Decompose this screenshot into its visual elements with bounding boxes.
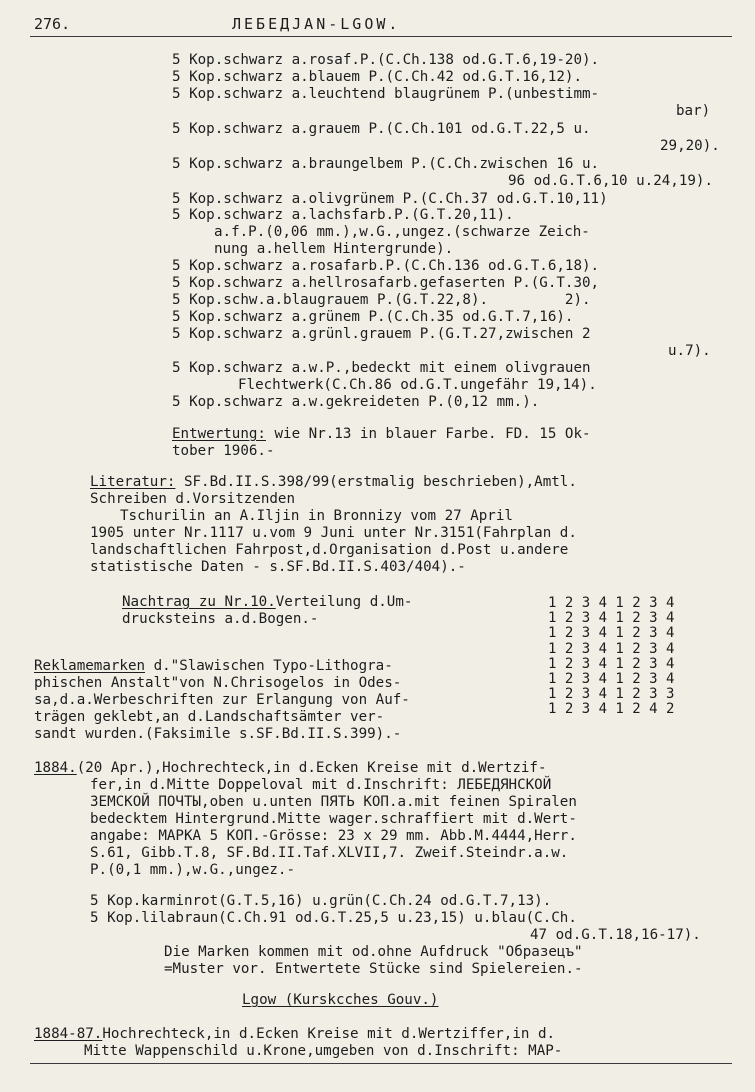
list-item: 29,20). — [660, 138, 720, 154]
grid-row: 1 2 3 4 1 2 3 3 — [548, 686, 675, 703]
grid-row: 1 2 3 4 1 2 3 4 — [548, 595, 675, 611]
list-item: 96 od.G.T.6,10 u.24,19). — [508, 173, 713, 189]
list-item: 5 Kop.schwarz a.grünem P.(C.Ch.35 od.G.T.7,16). — [172, 309, 574, 325]
list-item: 5 Kop.karminrot(G.T.5,16) u.grün(C.Ch.24 od.G.T.7,13). — [90, 893, 552, 909]
issue-1884-line: S.61, Gibb.T.8, SF.Bd.II.Taf.XLVII,7. Zweif.Steindr.a.w. — [90, 845, 569, 861]
literatur-text: SF.Bd.II.S.398/99(erstmalig beschrieben),Amtl. — [175, 474, 577, 490]
issue-1884-line: ЗЕМСКОЙ ПОЧТЫ,oben u.unten ПЯТЬ КОП.a.mit feinen Spiralen — [90, 794, 577, 810]
literatur-line-1 — [90, 474, 577, 491]
reklame-line: phischen Anstalt"von N.Chrisogelos in Odes- — [34, 675, 402, 691]
lgow-line-1 — [34, 1026, 555, 1043]
nachtrag-line-1 — [122, 594, 412, 611]
list-item: 5 Kop.schwarz a.hellrosafarb.gefaserten P.(G.T.30, — [172, 275, 600, 291]
issue-1884-line: P.(0,1 mm.),w.G.,ungez.- — [90, 862, 295, 878]
issue-1884-note: =Muster vor. Entwertete Stücke sind Spielereien.- — [164, 961, 583, 977]
issue-1884-text: (20 Apr.),Hochrechteck,in d.Ecken Kreise mit d.Wertzif- — [76, 760, 547, 776]
reklame-line: sa,d.a.Werbeschriften zur Erlangung von Auf- — [34, 692, 410, 708]
list-item: 5 Kop.schwarz a.rosaf.P.(C.Ch.138 od.G.T.6,19-20). — [172, 52, 600, 68]
list-item: Flechtwerk(C.Ch.86 od.G.T.ungefähr 19,14). — [238, 377, 597, 393]
literatur-line: landschaftlichen Fahrpost,d.Organisation d.Post u.andere — [90, 542, 569, 558]
header-rule — [30, 36, 732, 37]
reklame-line: trägen geklebt,an d.Landschaftsämter ver- — [34, 709, 385, 725]
reklame-text: d."Slawischen Typo-Lithogra- — [145, 658, 393, 674]
literatur-line: Tschurilin an A.Iljin in Bronnizy vom 27 April — [120, 508, 513, 524]
list-item: 5 Kop.schwarz a.w.gekreideten P.(0,12 mm.). — [172, 394, 540, 410]
issue-1884-line: angabe: МАРКА 5 КОП.-Grösse: 23 x 29 mm. Abb.M.4444,Herr. — [90, 828, 577, 844]
list-item: 5 Kop.schwarz a.grünl.grauem P.(G.T.27,zwischen 2 — [172, 326, 591, 342]
distribution-grid — [548, 596, 674, 718]
nachtrag-line-2: drucksteins a.d.Bogen.- — [122, 611, 319, 627]
footer-rule — [30, 1063, 732, 1064]
issue-1884-note: Die Marken kommen mit od.ohne Aufdruck "Образецъ" — [164, 944, 583, 960]
list-item: 5 Kop.schw.a.blaugrauem P.(G.T.22,8). 2). — [172, 292, 591, 308]
reklame-label: Reklamemarken — [34, 658, 146, 674]
issue-1884-line: fer,in d.Mitte Doppeloval mit d.Inschrift: ЛЕБЕДЯНСКОЙ — [90, 777, 552, 793]
list-item: a.f.P.(0,06 mm.),w.G.,ungez.(schwarze Zeich- — [214, 224, 590, 240]
list-item: nung a.hellem Hintergrunde). — [214, 241, 454, 257]
list-item: 5 Kop.schwarz a.blauem P.(C.Ch.42 od.G.T.16,12). — [172, 69, 582, 85]
grid-row: 1 2 3 4 1 2 3 4 — [548, 655, 675, 672]
grid-row: 1 2 3 4 1 2 4 2 — [548, 701, 675, 718]
page-number: 276. — [34, 15, 71, 33]
grid-row: 1 2 3 4 1 2 3 4 — [548, 640, 675, 657]
list-item: 5 Kop.schwarz a.braungelbem P.(C.Ch.zwischen 16 u. — [172, 156, 600, 172]
list-item: 5 Kop.schwarz a.lachsfarb.P.(G.T.20,11). — [172, 207, 514, 223]
literatur-label: Literatur: — [90, 474, 176, 490]
list-item: 5 Kop.schwarz a.rosafarb.P.(C.Ch.136 od.G.T.6,18). — [172, 258, 600, 274]
list-item: 5 Kop.schwarz a.w.P.,bedeckt mit einem olivgrauen — [172, 360, 591, 376]
issue-1884-line: bedecktem Hintergrund.Mitte wager.schraffiert mit d.Wert- — [90, 811, 577, 827]
list-item: bar) — [676, 103, 711, 119]
issue-1884-line-1 — [34, 760, 547, 777]
reklame-line: sandt wurden.(Faksimile s.SF.Bd.II.S.399).- — [34, 726, 402, 742]
list-item: u.7). — [668, 343, 711, 359]
section-title-lgow: Lgow (Kurskсches Gouv.) — [242, 992, 439, 1008]
entwertung-line-1 — [172, 426, 591, 443]
literatur-line: 1905 unter Nr.1117 u.vom 9 Juni unter Nr.3151(Fahrplan d. — [90, 525, 577, 541]
lgow-issue-label: 1884-87. — [34, 1026, 103, 1042]
list-item: 5 Kop.lilabraun(C.Ch.91 od.G.T.25,5 u.23,15) u.blau(C.Ch. — [90, 910, 577, 926]
list-item: 5 Kop.schwarz a.olivgrünem P.(C.Ch.37 od.G.T.10,11) — [172, 191, 608, 207]
literatur-line: Schreiben d.Vorsitzenden — [90, 491, 295, 507]
list-item: 5 Kop.schwarz a.leuchtend blaugrünem P.(unbestimm- — [172, 86, 600, 102]
reklame-line-1 — [34, 658, 393, 675]
grid-row: 1 2 3 4 1 2 3 4 — [548, 671, 675, 688]
lgow-line: Mitte Wappenschild u.Krone,umgeben von d.Inschrift: МАР- — [84, 1043, 563, 1059]
entwertung-label: Entwertung: — [172, 426, 266, 442]
grid-row: 1 2 3 4 1 2 3 4 — [548, 625, 675, 642]
entwertung-text: wie Nr.13 in blauer Farbe. FD. 15 Ok- — [265, 426, 591, 442]
nachtrag-text: Verteilung d.Um- — [275, 594, 413, 610]
literatur-line: statistische Daten - s.SF.Bd.II.S.403/404).- — [90, 559, 466, 575]
nachtrag-label: Nachtrag zu Nr.10. — [122, 594, 276, 610]
list-item: 5 Kop.schwarz a.grauem P.(C.Ch.101 od.G.T.22,5 u. — [172, 121, 591, 137]
issue-1884-label: 1884. — [34, 760, 77, 776]
list-item: 47 od.G.T.18,16-17). — [530, 927, 701, 943]
page-title: ЛЕБЕДJAN-LGOW. — [232, 15, 401, 33]
entwertung-line-2: tober 1906.- — [172, 443, 275, 459]
grid-row: 1 2 3 4 1 2 3 4 — [548, 610, 675, 627]
lgow-text: Hochrechteck,in d.Ecken Kreise mit d.Wertziffer,in d. — [102, 1026, 556, 1042]
